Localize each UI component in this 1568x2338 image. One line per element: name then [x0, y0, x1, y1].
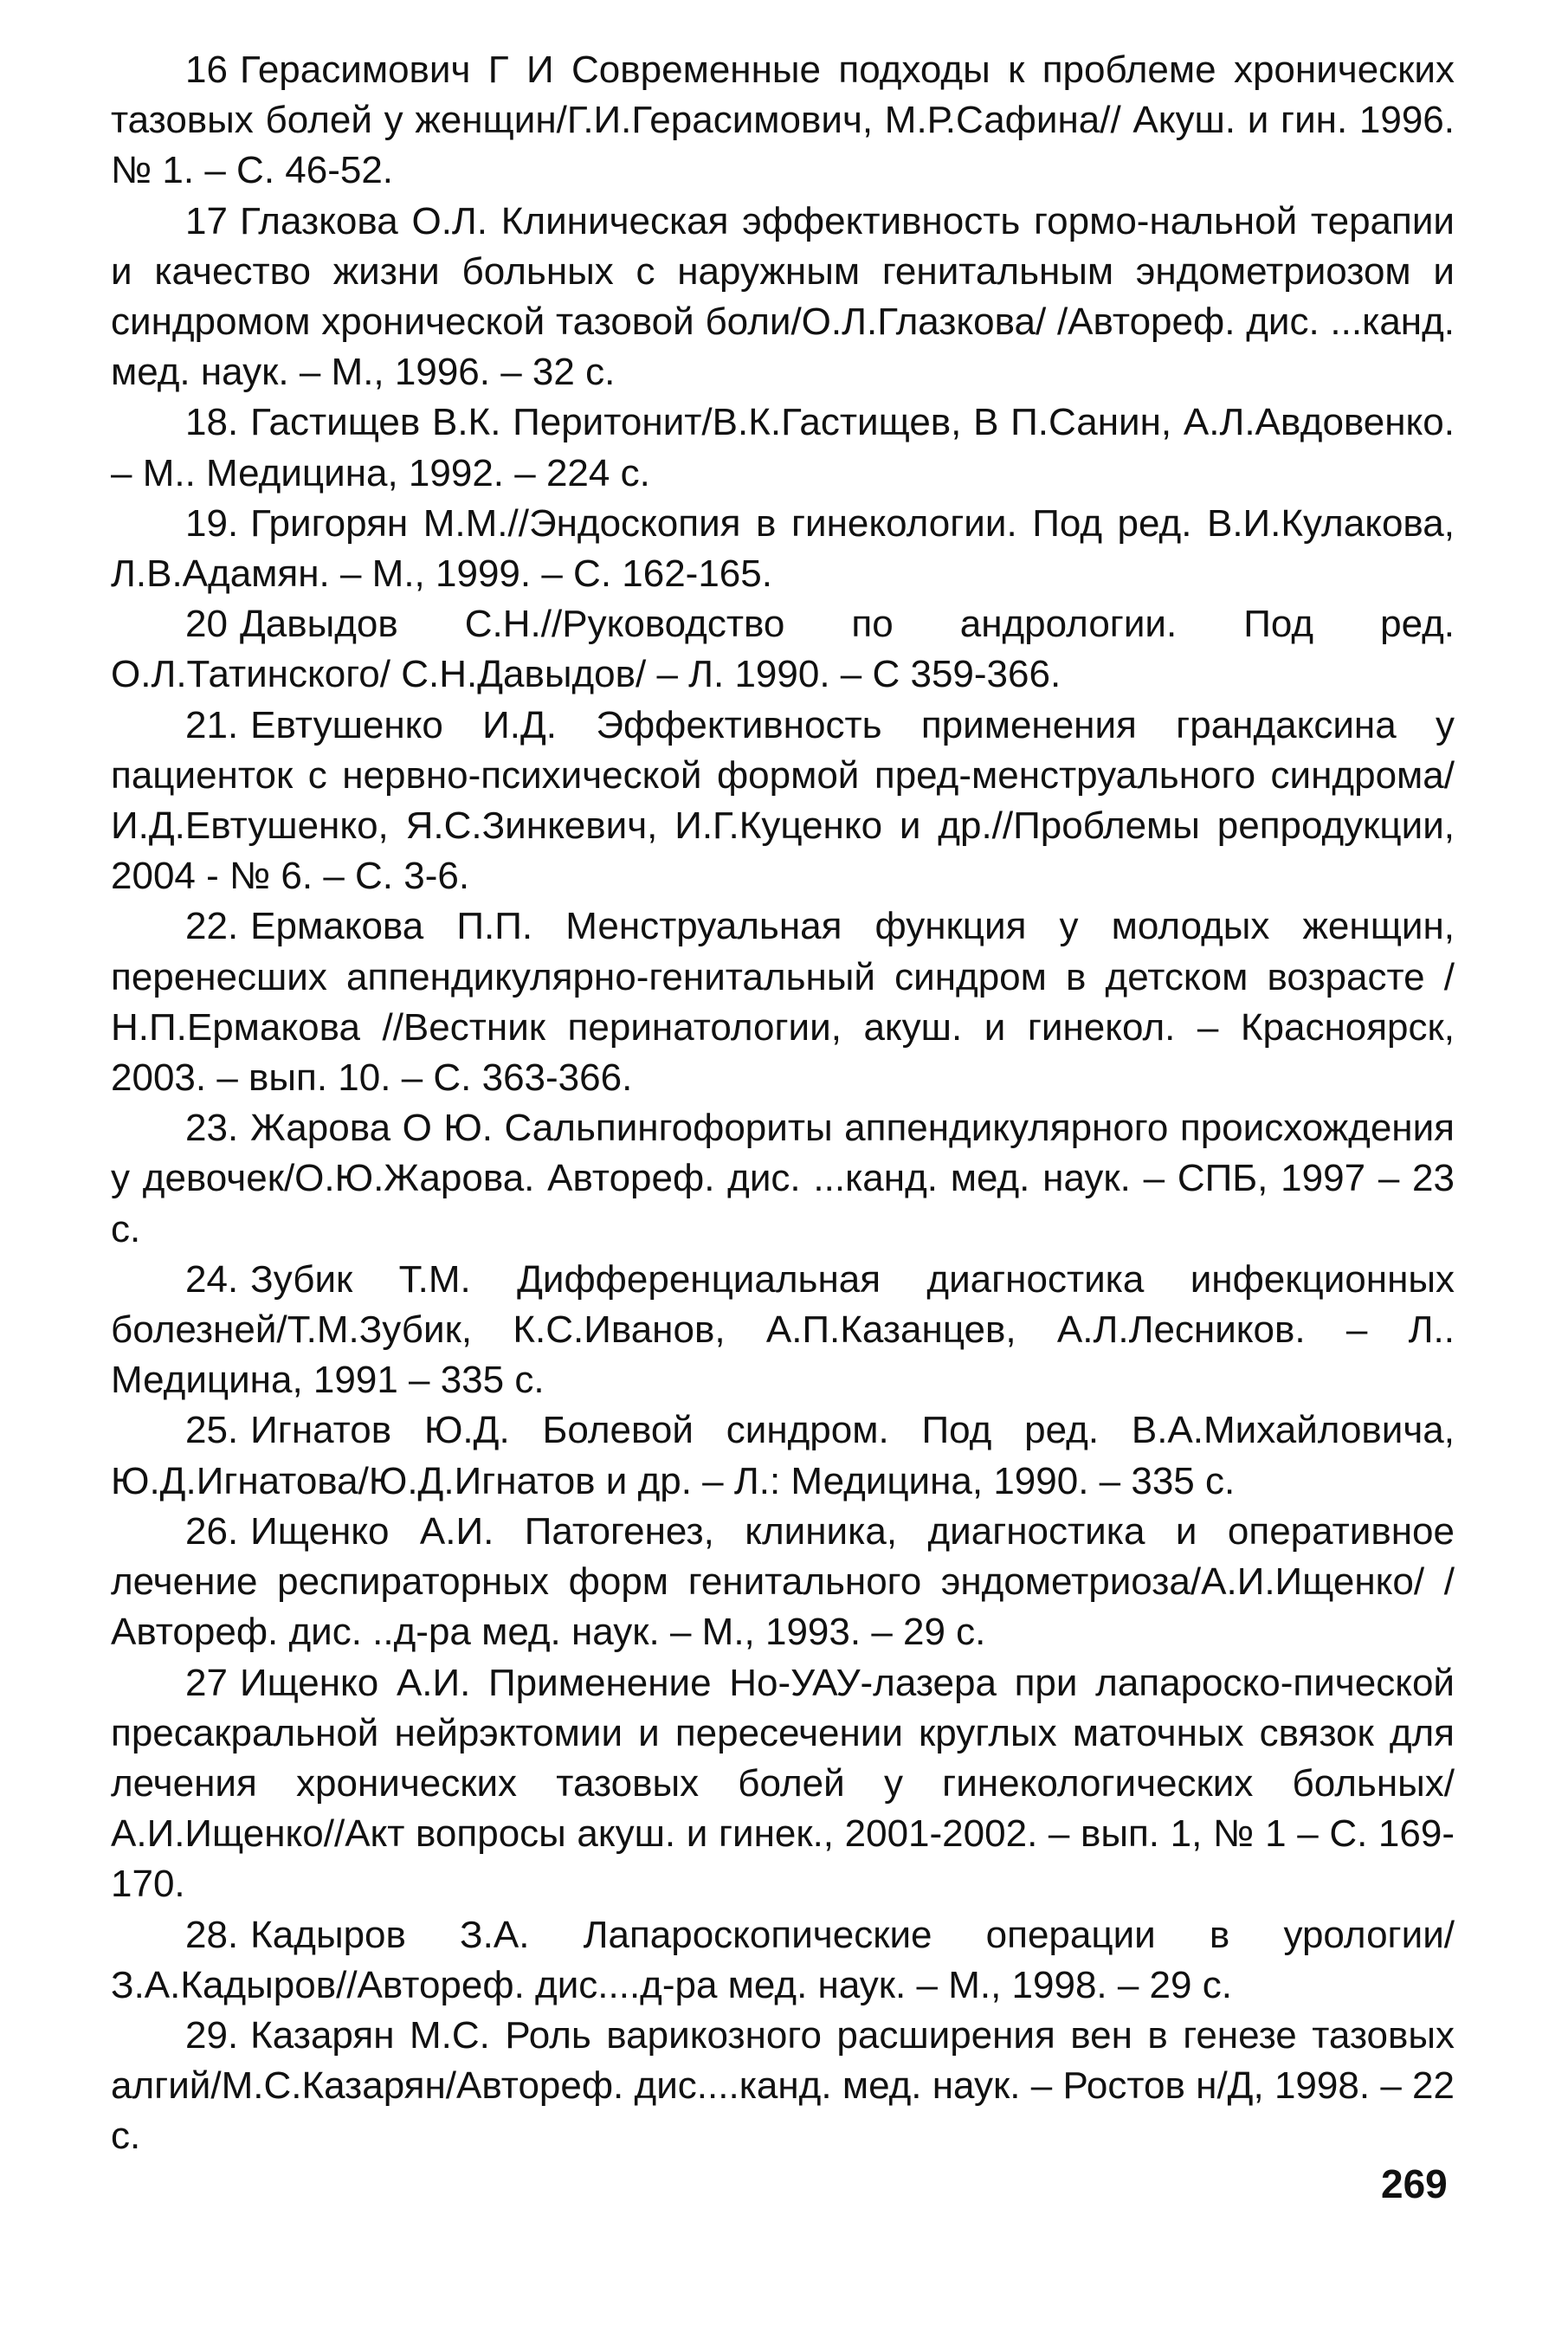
reference-number: 26.: [185, 1509, 239, 1553]
reference-text: Гастищев В.К. Перитонит/В.К.Гастищев, В П.Санин, А.Л.Авдовенко. – М.. Медицина, 1992. – 224 с.: [111, 401, 1455, 494]
reference-entry: [111, 599, 1455, 700]
reference-number: 16: [185, 48, 228, 91]
reference-text: Герасимович Г И Современные подходы к проблеме хронических тазовых болей у женщин/Г.И.Герасимович, М.Р.Сафина// Акуш. и гин. 1996. № 1. – С. 46-52.: [111, 48, 1455, 192]
page-number: 269: [1381, 2161, 1448, 2206]
reference-number: 24.: [185, 1257, 239, 1301]
reference-text: Ищенко А.И. Применение Но-УАУ-лазера при лапароско-пической пресакральной нейрэктомии и пересечении круглых маточных связок для лечения хронических тазовых болей у гинекологических больных/А.И.Ищенко//Акт вопросы акуш. и гинек., 2001-2002. – вып. 1, № 1 – С. 169-170.: [111, 1661, 1455, 1906]
reference-text: Кадыров З.А. Лапароскопические операции в урологии/ З.А.Кадыров//Автореф. дис....д-ра мед. наук. – М., 1998. – 29 с.: [111, 1913, 1455, 2006]
reference-entry: [111, 1658, 1455, 1910]
reference-entry: [111, 701, 1455, 902]
reference-text: Игнатов Ю.Д. Болевой синдром. Под ред. В.А.Михайловича, Ю.Д.Игнатова/Ю.Д.Игнатов и др. – Л.: Медицина, 1990. – 335 с.: [111, 1409, 1455, 1502]
reference-entry: [111, 1405, 1455, 1506]
reference-number: 18.: [185, 401, 239, 444]
reference-text: Евтушенко И.Д. Эффективность применения грандаксина у пациенток с нервно-психической формой пред-менструального синдрома/И.Д.Евтушенко, Я.С.Зинкевич, И.Г.Куценко и др.//Проблемы репродукции, 2004 - № 6. – С. 3-6.: [111, 703, 1455, 898]
reference-number: 21.: [185, 703, 239, 746]
reference-text: Ищенко А.И. Патогенез, клиника, диагностика и оперативное лечение респираторных форм генитального эндометриоза/А.И.Ищенко/ /Автореф. дис. ..д-ра мед. наук. – М., 1993. – 29 с.: [111, 1509, 1455, 1654]
reference-number: 20: [185, 603, 228, 646]
reference-text: Казарян М.С. Роль варикозного расширения вен в генезе тазовых алгий/М.С.Казарян/Автореф. дис....канд. мед. наук. – Ростов н/Д, 1998. – 22 с.: [111, 2013, 1455, 2158]
reference-entry: [111, 397, 1455, 498]
reference-number: 19.: [185, 501, 239, 545]
reference-entry: [111, 1910, 1455, 2011]
reference-entry: [111, 1103, 1455, 1255]
reference-entry: [111, 1255, 1455, 1406]
reference-number: 28.: [185, 1913, 239, 1956]
reference-list: [111, 45, 1455, 2162]
reference-entry: [111, 45, 1455, 197]
reference-text: Зубик Т.М. Дифференциальная диагностика инфекционных болезней/Т.М.Зубик, К.С.Иванов, А.П.Казанцев, А.Л.Лесников. – Л.. Медицина, 1991 – 335 с.: [111, 1257, 1455, 1402]
reference-entry: [111, 2011, 1455, 2162]
reference-text: Жарова О Ю. Сальпингофориты аппендикулярного происхождения у девочек/О.Ю.Жарова. Автореф. дис. ...канд. мед. наук. – СПБ, 1997 – 23 с.: [111, 1107, 1455, 1250]
reference-text: Ермакова П.П. Менструальная функция у молодых женщин, перенесших аппендикулярно-генитальный синдром в детском возрасте /Н.П.Ермакова //Вестник перинатологии, акуш. и гинекол. – Красноярск, 2003. – вып. 10. – С. 363-366.: [111, 905, 1455, 1100]
reference-number: 25.: [185, 1409, 239, 1452]
reference-entry: [111, 197, 1455, 398]
reference-entry: [111, 499, 1455, 599]
reference-entry: [111, 901, 1455, 1103]
reference-text: Глазкова О.Л. Клиническая эффективность гормо-нальной терапии и качество жизни больных с наружным генитальным эндометриозом и синдромом хронической тазовой боли/О.Л.Глазкова/ /Автореф. дис. ...канд. мед. наук. – М., 1996. – 32 с.: [111, 199, 1455, 394]
reference-number: 22.: [185, 905, 239, 948]
reference-text: Григорян М.М.//Эндоскопия в гинекологии. Под ред. В.И.Кулакова, Л.В.Адамян. – М., 1999. – С. 162-165.: [111, 501, 1455, 596]
reference-text: Давыдов С.Н.//Руководство по андрологии. Под ред. О.Л.Татинского/ С.Н.Давыдов/ – Л. 1990. – С 359-366.: [111, 603, 1455, 696]
reference-entry: [111, 1507, 1455, 1658]
reference-number: 23.: [185, 1107, 239, 1150]
reference-number: 17: [185, 199, 228, 242]
reference-number: 29.: [185, 2013, 239, 2057]
reference-number: 27: [185, 1661, 228, 1704]
